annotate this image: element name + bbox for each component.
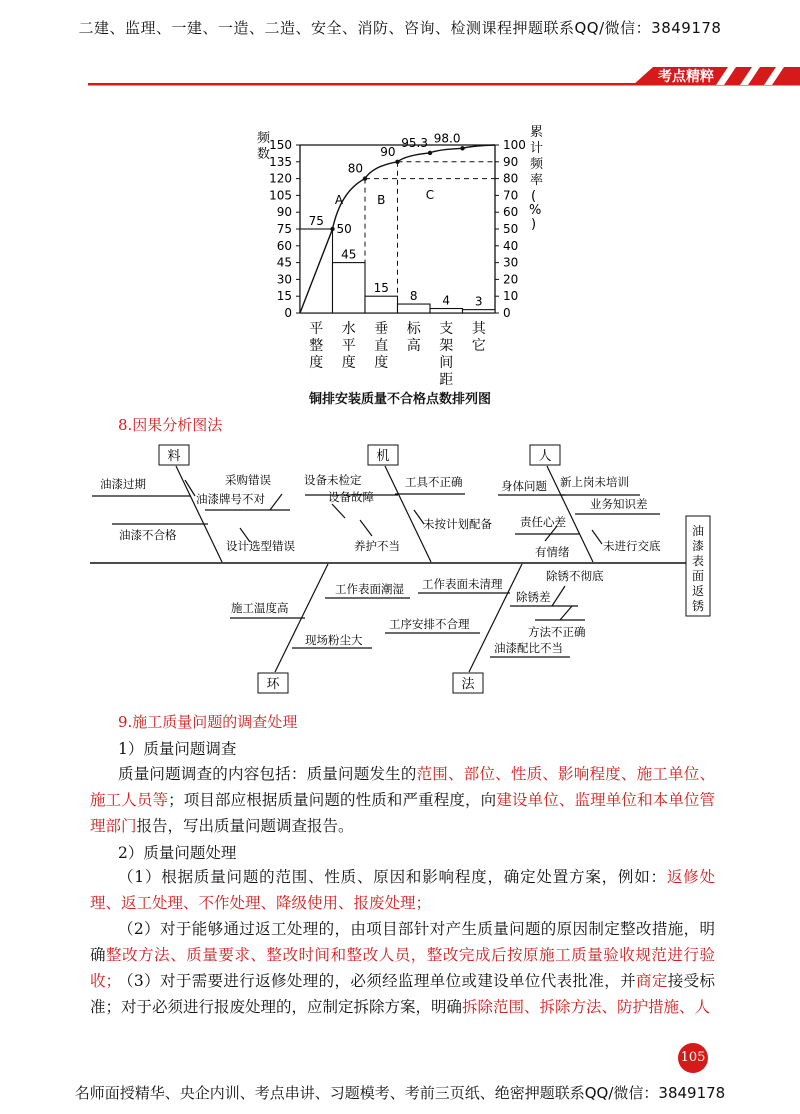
cause-label: 现场粉尘大 (305, 633, 363, 647)
right-tick-label: 90 (503, 154, 519, 169)
left-tick-label: 120 (269, 171, 292, 186)
effect-char: 漆 (691, 539, 705, 553)
page-number: 105 (678, 1043, 708, 1073)
effect-char: 油 (691, 524, 705, 538)
cause-label: 施工温度高 (231, 601, 289, 615)
category-label-char: 度 (374, 355, 389, 371)
cause-label: 工序安排不合理 (389, 617, 470, 631)
left-tick-label: 90 (276, 205, 292, 220)
category-label-char: 架 (439, 338, 454, 354)
cause-label: 设备未检定 (304, 473, 362, 487)
right-tick-label: 100 (503, 138, 526, 152)
category-label-char: 间 (439, 355, 454, 371)
cause-label: 除锈差 (516, 590, 551, 604)
left-tick-label: 150 (269, 138, 292, 152)
bar-value-label: 15 (373, 281, 389, 296)
cause-label: 除锈不彻底 (546, 569, 604, 583)
cumulative-label: 98.0 (433, 131, 461, 146)
chart-title: 铜排安装质量不合格点数排列图 (308, 392, 491, 407)
bar (365, 296, 398, 313)
cumulative-label: 90 (380, 144, 396, 159)
category-material (159, 445, 189, 465)
cause-label: 业务知识差 (590, 497, 648, 511)
cause-label: 工具不正确 (405, 475, 463, 489)
fishbone-diagram (0, 438, 800, 698)
zone-label: B (377, 192, 386, 207)
cause-label: 设计选型错误 (226, 539, 295, 553)
sub-heading-2: 2）质量问题处理 (118, 844, 237, 862)
effect-char: 返 (691, 584, 705, 598)
cumulative-label: 50 (336, 222, 352, 236)
left-tick-label: 30 (276, 272, 292, 287)
left-tick-label: 0 (284, 306, 292, 320)
cause-label: 新上岗未培训 (560, 475, 629, 489)
chart-right-axis-label: 累计频率( % ) (529, 125, 544, 232)
header-contact-line: 二建、监理、一建、一造、二造、安全、消防、咨询、检测课程押题联系QQ/微信：3849178 (78, 19, 722, 37)
category-label-char: 度 (341, 355, 356, 371)
cause-label: 身体问题 (501, 479, 547, 493)
left-tick-label: 45 (276, 255, 292, 270)
cumulative-label: 95.3 (401, 135, 428, 150)
left-tick-label: 60 (276, 238, 292, 253)
cause-label: 工作表面未清理 (422, 577, 503, 591)
category-machine (368, 445, 398, 465)
svg-text:料: 料 (167, 449, 181, 464)
cumulative-point (330, 227, 334, 231)
left-label-2: 数 (257, 147, 271, 162)
right-tick-label: 60 (503, 205, 519, 220)
svg-text:人: 人 (538, 449, 552, 464)
category-label-char: 支 (439, 321, 454, 337)
cause-label: 责任心差 (520, 515, 566, 529)
pareto-chart (0, 100, 800, 405)
right-tick-label: 50 (503, 222, 519, 236)
left-tick-label: 135 (269, 154, 292, 169)
category-man (530, 445, 560, 465)
section-tag: 考点精粹 (658, 69, 714, 85)
category-label-char: 距 (439, 372, 454, 388)
cumulative-point (428, 151, 432, 155)
right-tick-label: 70 (503, 188, 519, 203)
bar (430, 309, 463, 313)
left-label-1: 频 (257, 131, 271, 146)
cause-label: 油漆牌号不对 (196, 492, 265, 506)
category-label-char: 度 (309, 355, 324, 371)
bar-value-label: 4 (442, 293, 451, 308)
effect-char: 锈 (691, 599, 705, 613)
cause-label: 采购错误 (225, 473, 271, 487)
cause-label: 油漆配比不当 (494, 641, 563, 655)
bar (463, 310, 496, 313)
category-environment (258, 673, 288, 693)
cumulative-point (460, 146, 464, 150)
cause-label: 油漆不合格 (119, 528, 177, 542)
cause-label: 设备故障 (328, 490, 374, 504)
cause-label: 养护不当 (354, 539, 400, 553)
left-tick-label: 15 (276, 289, 292, 304)
cumulative-label: 80 (347, 161, 363, 176)
category-label-char: 高 (406, 338, 421, 354)
left-tick-label: 75 (276, 222, 292, 236)
cause-label: 未进行交底 (603, 539, 661, 553)
cause-label: 油漆过期 (100, 477, 146, 491)
cause-label: 方法不正确 (528, 625, 586, 639)
zone-label: A (334, 192, 344, 207)
cause-label: 工作表面潮湿 (335, 582, 404, 596)
category-label-char: 垂 (374, 321, 389, 337)
bar (398, 304, 431, 313)
category-label-char: 直 (374, 338, 389, 354)
zone-label: C (425, 187, 435, 202)
bar-value-label: 75 (308, 214, 324, 228)
section-8-title: 8.因果分析图法 (118, 416, 223, 434)
svg-text:机: 机 (376, 449, 390, 464)
section-band (88, 67, 800, 89)
bar-value-label: 8 (409, 289, 418, 304)
category-label-char: 它 (471, 338, 486, 354)
bar-value-label: 45 (341, 247, 357, 262)
category-label-char: 平 (309, 321, 324, 337)
category-label-char: 水 (341, 321, 356, 337)
category-method (453, 673, 483, 693)
category-label-char: 标 (406, 321, 421, 337)
footer-contact-line: 名师面授精华、央企内训、考点串讲、习题模考、考前三页纸、绝密押题联系QQ/微信：3849178 (74, 1084, 726, 1102)
right-tick-label: 10 (503, 289, 519, 304)
right-tick-label: 0 (503, 306, 511, 320)
right-tick-label: 30 (503, 255, 519, 270)
effect-char: 表 (691, 554, 705, 568)
right-tick-label: 80 (503, 171, 519, 186)
bar-value-label: 3 (474, 294, 483, 309)
svg-text:法: 法 (461, 677, 475, 692)
category-label-char: 其 (471, 321, 486, 337)
svg-text:环: 环 (266, 677, 280, 692)
paragraph-1: 质量问题调查的内容包括：质量问题发生的范围、部位、性质、影响程度、施工单位、施工人员等；项目部应根据质量问题的性质和严重程度，向建设单位、监理单位和本单位管理部门报告，写出质量问题调查报告。 (90, 765, 715, 835)
effect-char: 面 (691, 569, 705, 583)
section-9-title: 9.施工质量问题的调查处理 (118, 713, 298, 731)
left-tick-label: 105 (269, 188, 292, 203)
cause-label: 有情绪 (535, 545, 570, 559)
category-label-char: 整 (309, 338, 324, 354)
right-tick-label: 20 (503, 272, 519, 287)
paragraph-3: （2）对于能够通过返工处理的，由项目部针对产生质量问题的原因制定整改措施，明确整改方法、质量要求、整改时间和整改人员，整改完成后按原施工质量验收规范进行验收； (90, 920, 715, 990)
cause-label: 未按计划配备 (423, 517, 492, 531)
paragraph-2: （1）根据质量问题的范围、性质、原因和影响程度，确定处置方案，例如：返修处理、返工处理、不作处理、降级使用、报废处理； (90, 868, 715, 912)
right-tick-label: 40 (503, 238, 519, 253)
bar (333, 263, 366, 313)
category-label-char: 平 (341, 338, 356, 354)
sub-heading-1: 1）质量问题调查 (118, 740, 237, 758)
paragraph-4: （3）对于需要进行返修处理的，必须经监理单位或建设单位代表批准，并商定接受标准；对于必须进行报废处理的，应制定拆除方案，明确拆除范围、拆除方法、防护措施、人 (90, 972, 715, 1016)
